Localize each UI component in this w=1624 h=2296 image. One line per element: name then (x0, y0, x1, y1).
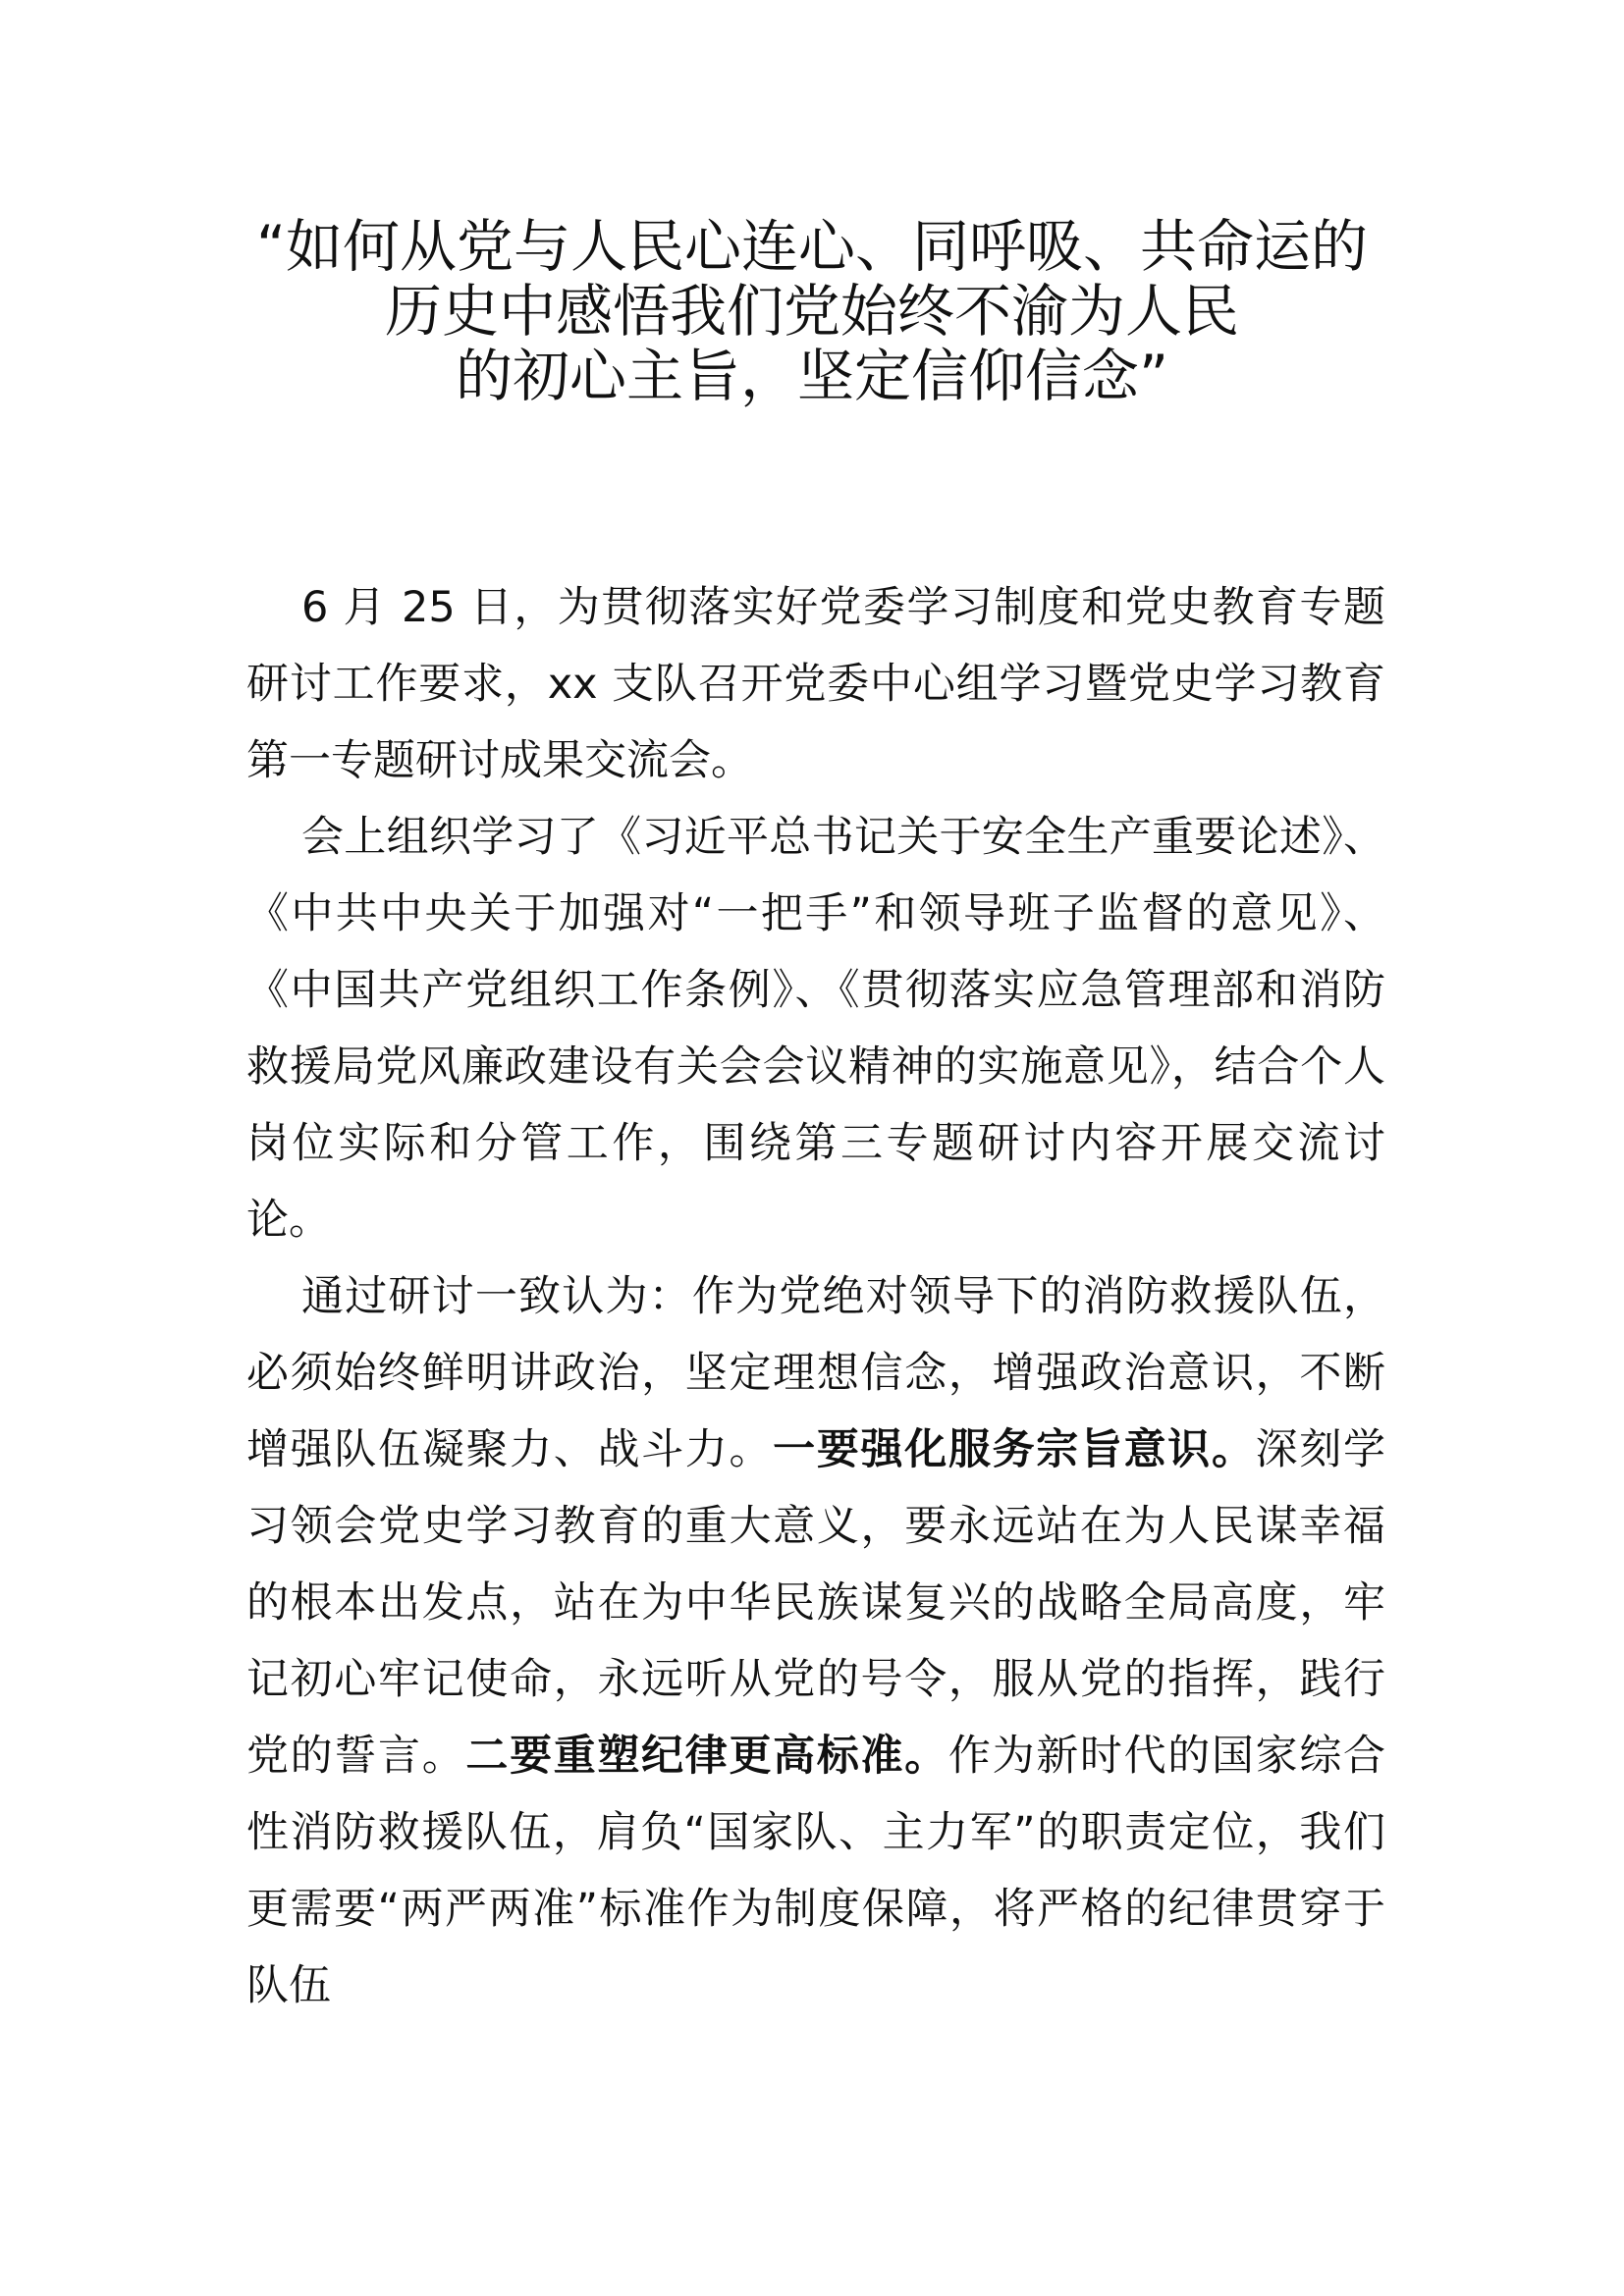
paragraph-study-materials: 会上组织学习了《习近平总书记关于安全生产重要论述》、《中共中央关于加强对“一把手”和领导班子监督的意见》、《中国共产党组织工作条例》、《贯彻落实应急管理部和消防救援局党风廉政建设有关会会议精神的实施意见》，结合个人岗位实际和分管工作，围绕第三专题研讨内容开展交流讨论。 (246, 813, 1385, 1245)
paragraph-text-segment: 通过研讨一致认为：作为党绝对领导下的消防救援队伍，必须始终鲜明讲政治，坚定理想信念，增强政治意识，不断增强队伍凝聚力、战斗力。 (246, 1272, 1385, 1474)
title-line-3: 的初心主旨，坚定信仰信念” (455, 343, 1169, 409)
title-line-1: “如何从党与人民心连心、同呼吸、共命运的 (255, 213, 1369, 280)
document-body (246, 569, 1385, 2024)
title-line-2: 历史中感悟我们党始终不渝为人民 (384, 278, 1239, 345)
bold-point-one-heading: 一要强化服务宗旨意识。 (773, 1425, 1256, 1474)
paragraph-text-segment: 作为新时代的国家综合性消防救援队伍，肩负“国家队、主力军”的职责定位，我们更需要“两严两准”标准作为制度保障，将严格的纪律贯穿于队伍 (246, 1732, 1386, 2010)
bold-point-two-heading: 二要重塑纪律更高标准。 (465, 1732, 948, 1781)
paragraph-text-segment: 深刻学习领会党史学习教育的重大意义，要永远站在为人民谋幸福的根本出发点，站在为中华民族谋复兴的战略全局高度，牢记初心牢记使命，永远听从党的号令，服从党的指挥，践行党的誓言。 (246, 1425, 1386, 1781)
paragraph-meeting-intro: 6 月 25 日，为贯彻落实好党委学习制度和党史教育专题研讨工作要求，xx 支队召开党委中心组学习暨党史学习教育第一专题研讨成果交流会。 (246, 583, 1385, 785)
paragraph-discussion-conclusion (246, 1258, 1385, 2024)
document-title (196, 214, 1428, 408)
